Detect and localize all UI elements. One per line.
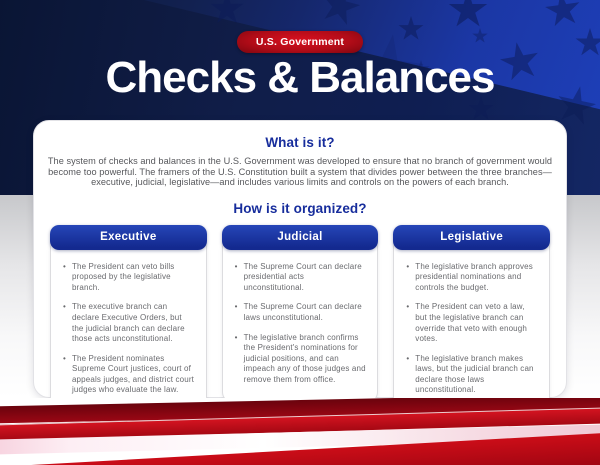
footer-stripes xyxy=(0,398,600,465)
bullet-text: The Supreme Court can declare presidential acts unconstitutional. xyxy=(243,261,362,292)
star-icon xyxy=(398,16,424,42)
branch-header-judicial xyxy=(222,225,379,250)
bullet-text: The President can veto a law, but the legislative branch can override that veto with enough votes. xyxy=(415,302,527,344)
bullet-item xyxy=(63,302,195,344)
main-card xyxy=(33,120,567,398)
star-icon xyxy=(543,0,584,30)
bullet-item xyxy=(235,302,367,323)
bullet-text: The legislative branch confirms the President's nominations for judicial positions, and can impeach any of those judges and remove them from office. xyxy=(243,332,366,384)
bullet-dot: • xyxy=(63,353,66,363)
branch-columns xyxy=(50,225,550,393)
branch-card-legislative xyxy=(393,237,550,414)
star-icon xyxy=(472,28,488,44)
category-badge-label: U.S. Government xyxy=(255,36,345,48)
bullet-item xyxy=(406,262,538,294)
page-title: Checks & Balances xyxy=(105,53,495,102)
bullet-item xyxy=(63,354,195,396)
branch-column-executive xyxy=(50,225,207,393)
what-is-it-body: The system of checks and balances in the U.S. Government was developed to ensure that no branch of government would become too powerful. The framers of the U.S. Constitution built a system that divides power between the three branches—executive, judicial, legislative—and includes various limits and controls on the powers of each branch. xyxy=(47,156,553,188)
bullet-list xyxy=(235,262,367,385)
star-icon xyxy=(448,0,488,30)
bullet-item xyxy=(406,302,538,344)
bullet-dot: • xyxy=(406,302,410,312)
bullet-dot: • xyxy=(234,332,238,342)
branch-label: Legislative xyxy=(440,230,504,243)
branch-column-judicial xyxy=(222,225,379,393)
bullet-text: The President can veto bills proposed by the legislative branch. xyxy=(71,261,175,292)
star-icon xyxy=(316,0,365,30)
bullet-dot: • xyxy=(234,261,238,271)
bullet-dot: • xyxy=(234,302,238,312)
how-organized-heading: How is it organized? xyxy=(233,200,367,216)
bullet-list xyxy=(63,262,195,396)
bullet-item xyxy=(406,354,538,396)
bullet-text: The executive branch can declare Executive Orders, but the judicial branch can declare those acts unconstitutional. xyxy=(71,302,185,344)
branch-card-judicial xyxy=(222,237,379,403)
bullet-item xyxy=(235,262,367,294)
bullet-dot: • xyxy=(406,261,410,271)
branch-header-executive xyxy=(50,225,207,250)
bullet-text: The Supreme Court can declare laws unconstitutional. xyxy=(243,302,362,322)
branch-label: Judicial xyxy=(277,230,323,243)
category-badge xyxy=(237,31,363,53)
branch-header-legislative xyxy=(393,225,550,250)
branch-column-legislative xyxy=(393,225,550,393)
bullet-list xyxy=(406,262,538,396)
bullet-text: The legislative branch makes laws, but the judicial branch can declare those laws unconstitutional. xyxy=(415,353,534,395)
bullet-text: The legislative branch approves presidential nominations and controls the budget. xyxy=(415,261,533,292)
bullet-dot: • xyxy=(63,261,66,271)
what-is-it-heading: What is it? xyxy=(265,135,335,150)
branch-card-executive xyxy=(50,237,207,414)
bullet-item xyxy=(235,333,367,386)
bullet-dot: • xyxy=(63,302,66,312)
branch-label: Executive xyxy=(100,230,157,243)
bullet-item xyxy=(63,262,195,294)
bullet-dot: • xyxy=(406,353,410,363)
bullet-text: The President nominates Supreme Court justices, court of appeals judges, and district court judges who evaluate the law. xyxy=(71,353,195,395)
